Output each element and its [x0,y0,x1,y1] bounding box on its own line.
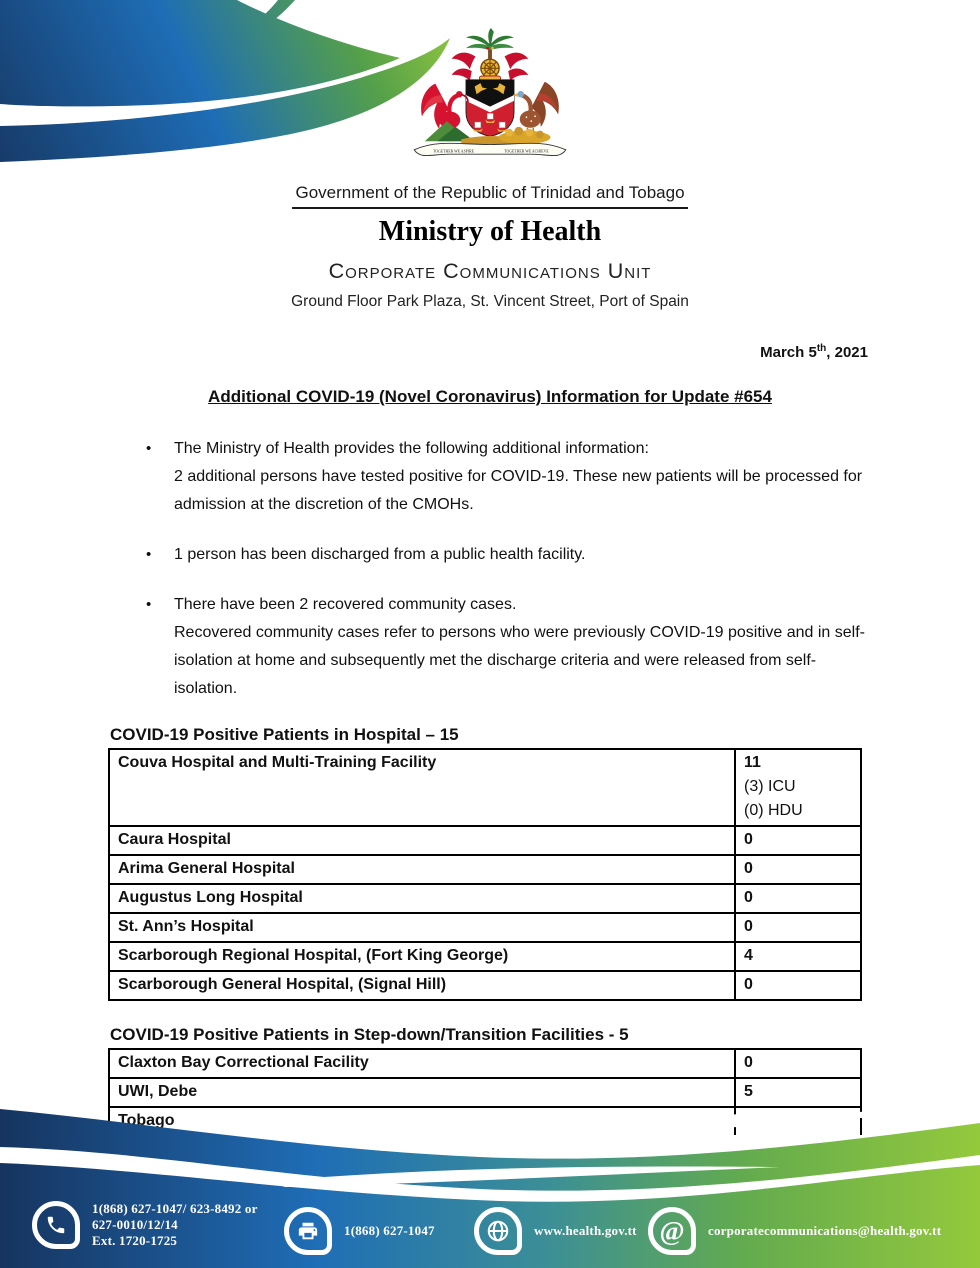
footer-contact [284,1207,435,1255]
table-heading: COVID-19 Positive Patients in Step-down/Transition Facilities - 5 [110,1025,629,1044]
count-line: 5 [744,1083,753,1100]
address-line: Ground Floor Park Plaza, St. Vincent Street, Port of Spain [291,293,689,310]
shield [466,80,514,137]
bullet-item [146,591,876,703]
count-line: 0 [744,1054,753,1071]
contact-line: 1(868) 627-1047 [344,1223,435,1238]
facility-cell: Arima General Hospital [109,855,735,884]
date-year: , 2021 [826,344,868,361]
bullet-paragraph: The Ministry of Health provides the following additional information: [174,440,649,457]
bullet-paragraph: 1 person has been discharged from a public health facility. [174,546,586,563]
contact-text [344,1223,435,1239]
globe-icon [474,1207,522,1255]
motto-ribbon [414,143,566,155]
ships-wheel-icon [481,59,499,78]
count-line: 0 [744,918,753,935]
letterhead [0,0,980,311]
count-cell [735,884,861,913]
count-line: (0) HDU [744,802,803,819]
bullet-glyph: • [146,440,152,457]
footer-contact [474,1207,637,1255]
count-cell [735,1049,861,1078]
bullet-glyph: • [146,546,152,563]
table-row [109,942,861,971]
covid-table [108,748,862,1001]
count-cell [735,913,861,942]
bullet-text [174,591,874,703]
bullet-text [174,435,874,519]
table-row [109,855,861,884]
phone-icon [32,1201,80,1249]
bullet-glyph: • [146,596,152,613]
facility-cell: Augustus Long Hospital [109,884,735,913]
page-title: Additional COVID-19 (Novel Coronavirus) Information for Update #654 [208,387,772,406]
contact-text [708,1223,941,1239]
table-row [109,826,861,855]
palm-crest-icon [466,28,514,59]
count-line: 0 [744,889,753,906]
count-cell [735,971,861,1000]
table-row [109,884,861,913]
contact-line: 627-0010/12/14 [92,1217,178,1232]
fax-icon [284,1207,332,1255]
unit-title: Corporate Communications Unit [328,259,652,283]
government-line: Government of the Republic of Trinidad and Tobago [292,183,687,209]
facility-cell: Scarborough Regional Hospital, (Fort King George) [109,942,735,971]
count-line: 0 [744,976,753,993]
facility-cell: UWI, Debe [109,1078,735,1107]
table-row [109,749,861,826]
contact-line: Ext. 1720-1725 [92,1233,178,1248]
bullet-paragraph: 2 additional persons have tested positive for COVID-19. These new patients will be processed for admission at the discretion of the CMOHs. [174,468,863,513]
facility-cell: Claxton Bay Correctional Facility [109,1049,735,1078]
table-heading: COVID-19 Positive Patients in Hospital – 15 [110,725,459,744]
bullet-item [146,435,876,519]
coat-of-arms [404,28,576,170]
contact-line: corporatecommunications@health.gov.tt [708,1223,942,1238]
contact-text [534,1223,637,1239]
bullet-item [146,541,876,569]
count-line: 11 [744,754,761,771]
table-row [109,913,861,942]
contact-line: www.health.gov.tt [534,1223,637,1238]
facility-cell: Caura Hospital [109,826,735,855]
facility-cell: St. Ann’s Hospital [109,913,735,942]
count-cell [735,749,861,826]
facility-cell: Couva Hospital and Multi-Training Facility [109,749,735,826]
footer-contact [32,1201,258,1249]
tables-section [0,725,980,1135]
table-row [109,1049,861,1078]
ministry-title: Ministry of Health [378,216,602,247]
date-text: March 5 [760,344,817,361]
document-date [0,343,980,361]
motto-left: TOGETHER WE ASPIRE [433,149,474,154]
motto-right: TOGETHER WE ACHIEVE [504,149,549,154]
count-line: (3) ICU [744,778,796,795]
facility-cell: Scarborough General Hospital, (Signal Hill) [109,971,735,1000]
count-line: 0 [744,860,753,877]
contact-text [92,1201,258,1249]
count-cell [735,855,861,884]
count-cell [735,826,861,855]
footer-contact [648,1207,941,1255]
table-row [109,971,861,1000]
footer-contacts [0,1199,980,1261]
footer-banner [0,1103,980,1268]
bullet-paragraph: There have been 2 recovered community cases. [174,596,517,613]
count-line: 4 [744,947,753,964]
bullet-text [174,541,874,569]
email-icon: @ [648,1207,696,1255]
date-ordinal: th [816,343,827,354]
facility-cell: Tobago [109,1107,735,1135]
bullet-list [146,435,876,703]
bullet-paragraph: Recovered community cases refer to persons who were previously COVID-19 positive and in self-isolation at home and subsequently met the discharge criteria and were released from self-isolation. [174,624,865,697]
count-line: 0 [744,831,753,848]
count-cell [735,942,861,971]
contact-line: 1(868) 627-1047/ 623-8492 or [92,1201,258,1216]
